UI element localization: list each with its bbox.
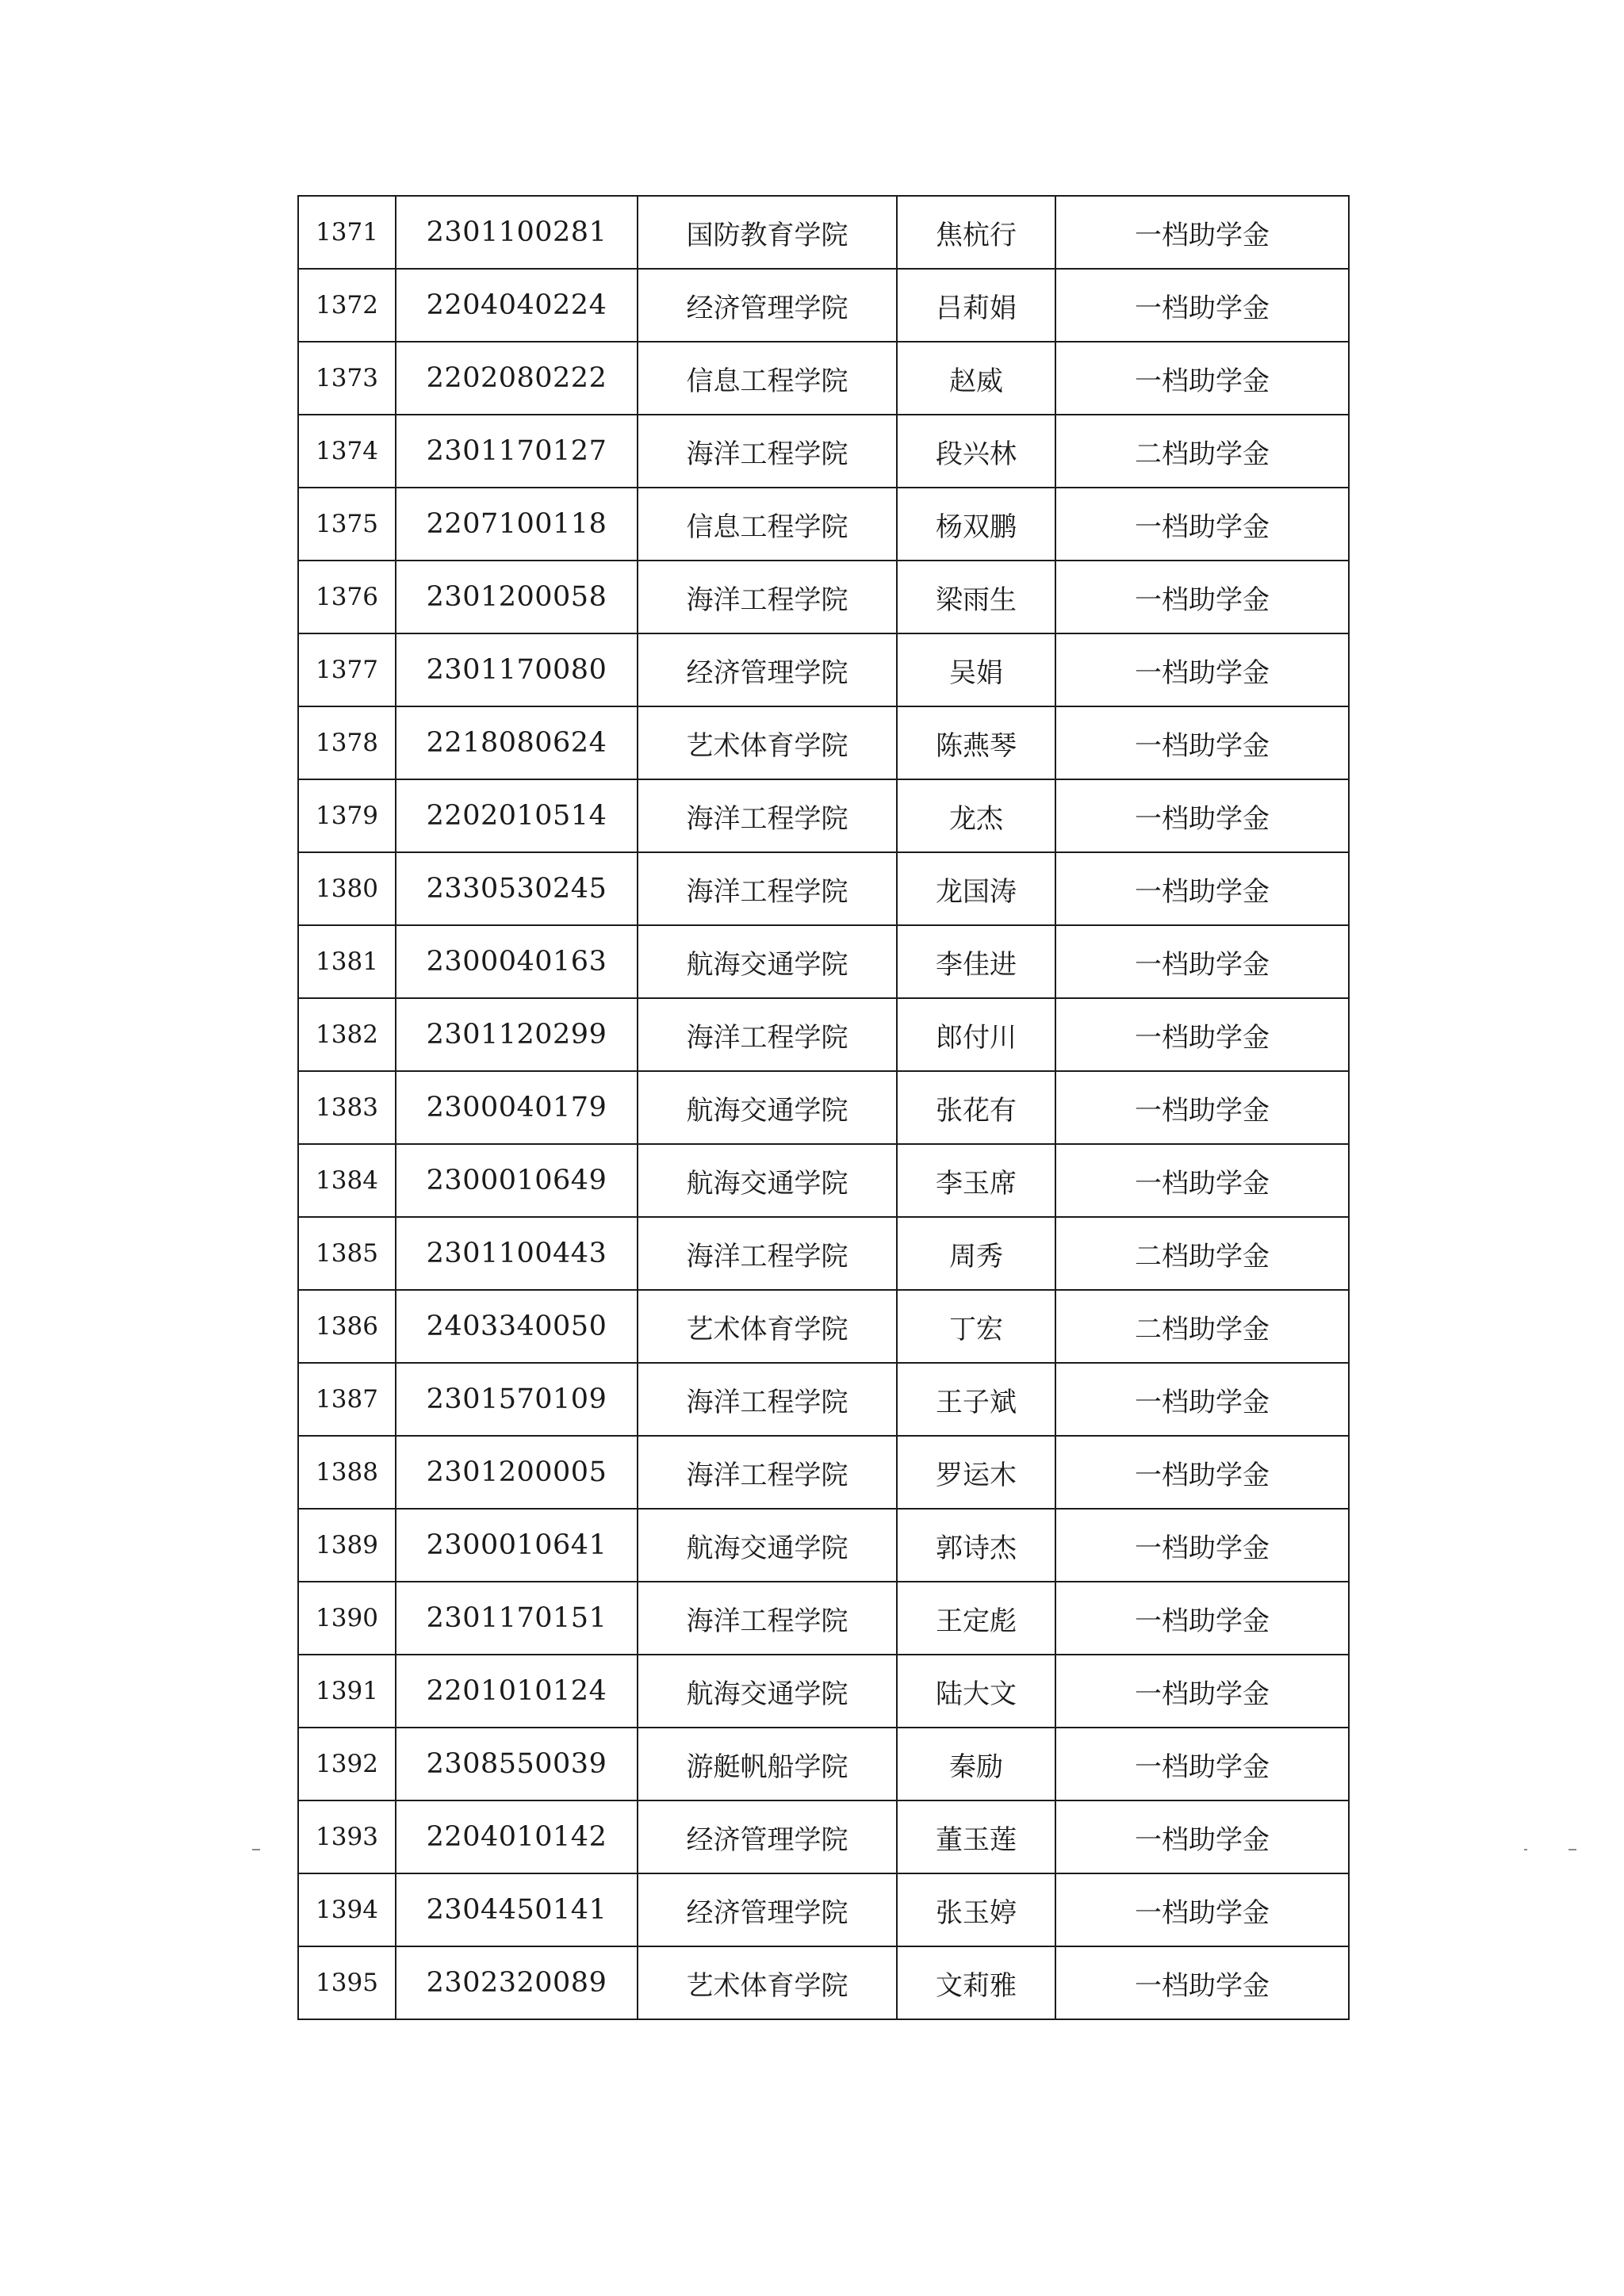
college-cell: 经济管理学院 [638, 633, 897, 706]
seq-cell: 1371 [298, 196, 396, 269]
seq-cell: 1390 [298, 1582, 396, 1655]
seq-cell: 1382 [298, 998, 396, 1071]
table-row [298, 852, 1349, 925]
student-id-cell: 2301200058 [396, 561, 638, 633]
grant-level-cell: 一档助学金 [1055, 1582, 1349, 1655]
seq-cell: 1373 [298, 342, 396, 415]
seq-cell: 1374 [298, 415, 396, 488]
student-name-cell: 梁雨生 [897, 561, 1055, 633]
college-cell: 海洋工程学院 [638, 1363, 897, 1436]
student-name-cell: 罗运木 [897, 1436, 1055, 1509]
table-row [298, 998, 1349, 1071]
student-id-cell: 2304450141 [396, 1873, 638, 1946]
table-row [298, 633, 1349, 706]
table-row [298, 1071, 1349, 1144]
seq-cell: 1388 [298, 1436, 396, 1509]
table-row [298, 415, 1349, 488]
table-row [298, 1363, 1349, 1436]
student-name-cell: 赵威 [897, 342, 1055, 415]
student-id-cell: 2301200005 [396, 1436, 638, 1509]
grant-level-cell: 二档助学金 [1055, 1217, 1349, 1290]
college-cell: 航海交通学院 [638, 1509, 897, 1582]
grant-level-cell: 一档助学金 [1055, 1144, 1349, 1217]
seq-cell: 1376 [298, 561, 396, 633]
seq-cell: 1389 [298, 1509, 396, 1582]
grant-level-cell: 一档助学金 [1055, 925, 1349, 998]
grant-level-cell: 一档助学金 [1055, 633, 1349, 706]
seq-cell: 1377 [298, 633, 396, 706]
grant-level-cell: 一档助学金 [1055, 1655, 1349, 1728]
student-id-cell: 2201010124 [396, 1655, 638, 1728]
student-id-cell: 2300010641 [396, 1509, 638, 1582]
table-row [298, 1509, 1349, 1582]
college-cell: 信息工程学院 [638, 342, 897, 415]
grant-level-cell: 一档助学金 [1055, 342, 1349, 415]
grant-level-cell: 一档助学金 [1055, 269, 1349, 342]
college-cell: 信息工程学院 [638, 488, 897, 561]
college-cell: 海洋工程学院 [638, 415, 897, 488]
college-cell: 航海交通学院 [638, 1655, 897, 1728]
grant-level-cell: 一档助学金 [1055, 852, 1349, 925]
table-row [298, 1290, 1349, 1363]
table-row [298, 196, 1349, 269]
seq-cell: 1391 [298, 1655, 396, 1728]
student-name-cell: 张玉婷 [897, 1873, 1055, 1946]
student-name-cell: 段兴林 [897, 415, 1055, 488]
seq-cell: 1392 [298, 1728, 396, 1800]
student-name-cell: 龙国涛 [897, 852, 1055, 925]
student-name-cell: 陆大文 [897, 1655, 1055, 1728]
student-name-cell: 焦杭行 [897, 196, 1055, 269]
college-cell: 海洋工程学院 [638, 998, 897, 1071]
student-id-cell: 2301100443 [396, 1217, 638, 1290]
student-name-cell: 王子斌 [897, 1363, 1055, 1436]
student-name-cell: 秦励 [897, 1728, 1055, 1800]
grant-level-cell: 一档助学金 [1055, 1509, 1349, 1582]
college-cell: 经济管理学院 [638, 1873, 897, 1946]
student-id-cell: 2301120299 [396, 998, 638, 1071]
student-name-cell: 董玉莲 [897, 1800, 1055, 1873]
grant-level-cell: 一档助学金 [1055, 1728, 1349, 1800]
student-name-cell: 李玉席 [897, 1144, 1055, 1217]
college-cell: 海洋工程学院 [638, 1582, 897, 1655]
scholarship-table [297, 195, 1350, 2020]
grant-level-cell: 一档助学金 [1055, 1363, 1349, 1436]
student-name-cell: 文莉雅 [897, 1946, 1055, 2019]
grant-level-cell: 一档助学金 [1055, 488, 1349, 561]
college-cell: 经济管理学院 [638, 1800, 897, 1873]
student-id-cell: 2301170151 [396, 1582, 638, 1655]
student-name-cell: 郎付川 [897, 998, 1055, 1071]
college-cell: 海洋工程学院 [638, 561, 897, 633]
seq-cell: 1375 [298, 488, 396, 561]
seq-cell: 1394 [298, 1873, 396, 1946]
college-cell: 艺术体育学院 [638, 1290, 897, 1363]
college-cell: 海洋工程学院 [638, 852, 897, 925]
student-id-cell: 2301100281 [396, 196, 638, 269]
student-id-cell: 2301170127 [396, 415, 638, 488]
college-cell: 航海交通学院 [638, 925, 897, 998]
student-name-cell: 王定彪 [897, 1582, 1055, 1655]
college-cell: 航海交通学院 [638, 1071, 897, 1144]
student-name-cell: 杨双鹏 [897, 488, 1055, 561]
student-id-cell: 2302320089 [396, 1946, 638, 2019]
seq-cell: 1385 [298, 1217, 396, 1290]
college-cell: 游艇帆船学院 [638, 1728, 897, 1800]
grant-level-cell: 一档助学金 [1055, 706, 1349, 779]
margin-mark-right [1524, 1849, 1527, 1850]
student-id-cell: 2218080624 [396, 706, 638, 779]
college-cell: 海洋工程学院 [638, 1217, 897, 1290]
student-id-cell: 2300010649 [396, 1144, 638, 1217]
seq-cell: 1372 [298, 269, 396, 342]
grant-level-cell: 一档助学金 [1055, 1071, 1349, 1144]
table-row [298, 706, 1349, 779]
table-row [298, 925, 1349, 998]
seq-cell: 1387 [298, 1363, 396, 1436]
seq-cell: 1383 [298, 1071, 396, 1144]
student-id-cell: 2207100118 [396, 488, 638, 561]
seq-cell: 1381 [298, 925, 396, 998]
seq-cell: 1384 [298, 1144, 396, 1217]
student-id-cell: 2403340050 [396, 1290, 638, 1363]
margin-mark-right-far [1568, 1849, 1576, 1850]
table-row [298, 488, 1349, 561]
seq-cell: 1380 [298, 852, 396, 925]
college-cell: 海洋工程学院 [638, 779, 897, 852]
table-row [298, 269, 1349, 342]
student-name-cell: 吴娟 [897, 633, 1055, 706]
student-name-cell: 丁宏 [897, 1290, 1055, 1363]
table-row [298, 342, 1349, 415]
seq-cell: 1386 [298, 1290, 396, 1363]
college-cell: 海洋工程学院 [638, 1436, 897, 1509]
table-row [298, 1873, 1349, 1946]
student-name-cell: 李佳进 [897, 925, 1055, 998]
student-id-cell: 2202010514 [396, 779, 638, 852]
grant-level-cell: 一档助学金 [1055, 196, 1349, 269]
student-name-cell: 郭诗杰 [897, 1509, 1055, 1582]
student-name-cell: 陈燕琴 [897, 706, 1055, 779]
student-id-cell: 2204040224 [396, 269, 638, 342]
roster-sheet [297, 195, 1348, 2020]
seq-cell: 1395 [298, 1946, 396, 2019]
college-cell: 艺术体育学院 [638, 1946, 897, 2019]
student-id-cell: 2308550039 [396, 1728, 638, 1800]
seq-cell: 1379 [298, 779, 396, 852]
grant-level-cell: 一档助学金 [1055, 1946, 1349, 2019]
grant-level-cell: 一档助学金 [1055, 779, 1349, 852]
table-body [298, 196, 1349, 2019]
grant-level-cell: 一档助学金 [1055, 1800, 1349, 1873]
student-name-cell: 周秀 [897, 1217, 1055, 1290]
table-row [298, 1728, 1349, 1800]
student-name-cell: 龙杰 [897, 779, 1055, 852]
grant-level-cell: 一档助学金 [1055, 561, 1349, 633]
table-row [298, 1217, 1349, 1290]
table-row [298, 1144, 1349, 1217]
student-id-cell: 2300040179 [396, 1071, 638, 1144]
student-id-cell: 2301170080 [396, 633, 638, 706]
student-id-cell: 2300040163 [396, 925, 638, 998]
table-row [298, 1582, 1349, 1655]
grant-level-cell: 二档助学金 [1055, 415, 1349, 488]
margin-mark-left [252, 1849, 260, 1850]
student-id-cell: 2202080222 [396, 342, 638, 415]
grant-level-cell: 一档助学金 [1055, 998, 1349, 1071]
college-cell: 国防教育学院 [638, 196, 897, 269]
college-cell: 航海交通学院 [638, 1144, 897, 1217]
college-cell: 经济管理学院 [638, 269, 897, 342]
grant-level-cell: 一档助学金 [1055, 1436, 1349, 1509]
student-name-cell: 张花有 [897, 1071, 1055, 1144]
table-row [298, 1655, 1349, 1728]
table-row [298, 1946, 1349, 2019]
student-name-cell: 吕莉娟 [897, 269, 1055, 342]
grant-level-cell: 一档助学金 [1055, 1873, 1349, 1946]
table-row [298, 1800, 1349, 1873]
table-row [298, 561, 1349, 633]
table-row [298, 1436, 1349, 1509]
student-id-cell: 2301570109 [396, 1363, 638, 1436]
college-cell: 艺术体育学院 [638, 706, 897, 779]
seq-cell: 1393 [298, 1800, 396, 1873]
seq-cell: 1378 [298, 706, 396, 779]
table-row [298, 779, 1349, 852]
student-id-cell: 2330530245 [396, 852, 638, 925]
grant-level-cell: 二档助学金 [1055, 1290, 1349, 1363]
student-id-cell: 2204010142 [396, 1800, 638, 1873]
